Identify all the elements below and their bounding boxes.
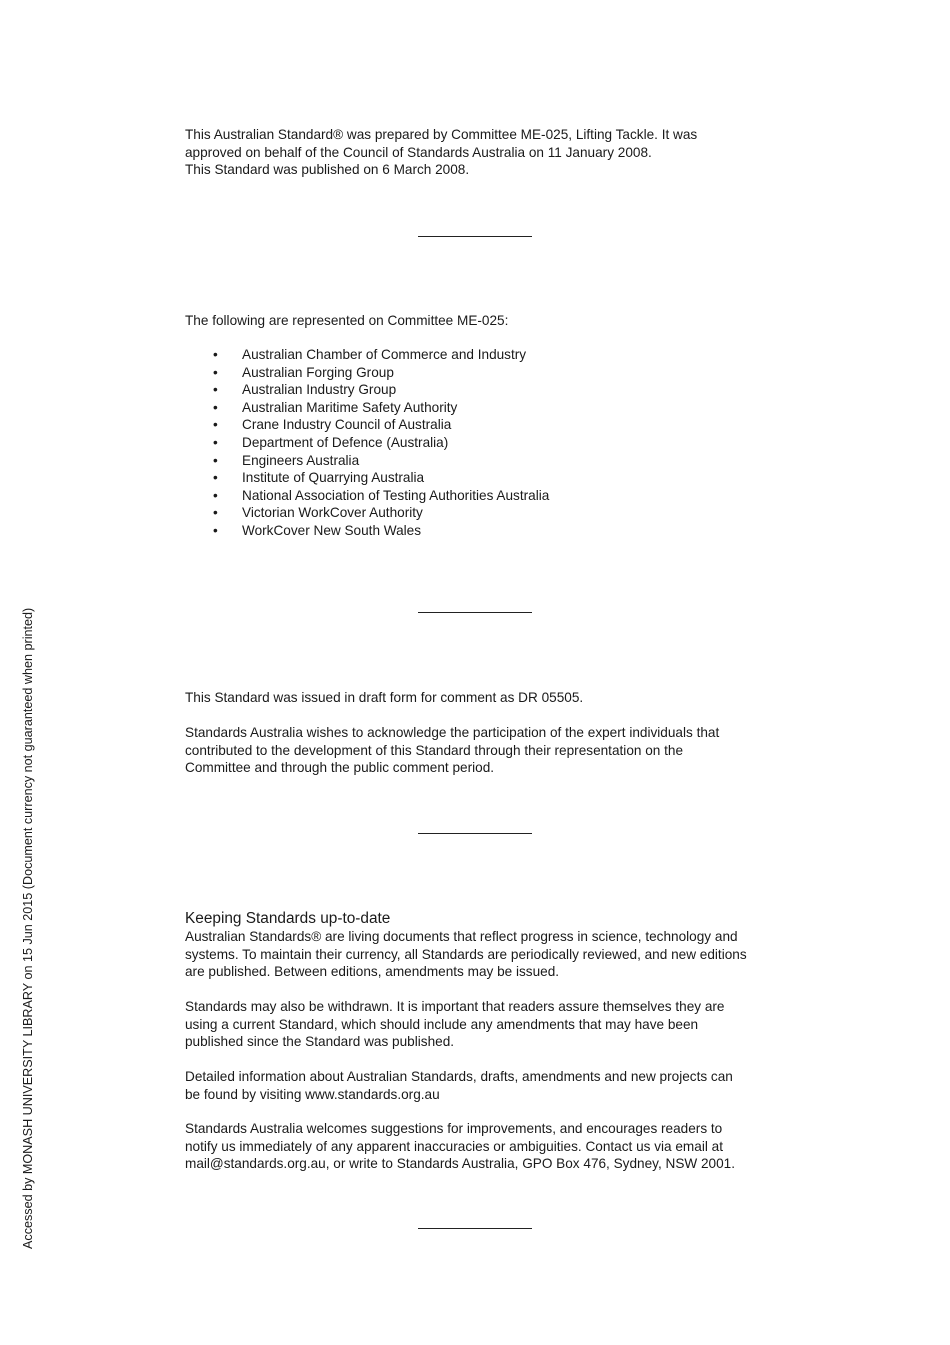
section-divider: [418, 833, 532, 834]
keeping-paragraph: [185, 1120, 775, 1173]
member-name: Australian Industry Group: [242, 382, 397, 398]
paragraph-line: systems. To maintain their currency, all Standards are periodically reviewed, and new editions: [185, 946, 747, 962]
list-item: [185, 452, 549, 470]
paragraph-line: published since the Standard was published.: [185, 1034, 455, 1050]
access-notice: Accessed by MONASH UNIVERSITY LIBRARY on 15 Jun 2015 (Document currency not guaranteed when printed): [21, 607, 35, 1249]
section-divider: [418, 236, 532, 237]
paragraph-line: Detailed information about Australian Standards, drafts, amendments and new projects can: [185, 1069, 733, 1084]
member-name: Department of Defence (Australia): [242, 434, 449, 450]
list-item: [185, 487, 549, 505]
approval-statement: [185, 126, 775, 179]
paragraph-line: Standards Australia welcomes suggestions for improvements, and encourages readers to: [185, 1121, 723, 1136]
keeping-paragraph: [185, 1068, 775, 1103]
list-item: [185, 381, 549, 399]
acknowledgement: [185, 724, 775, 777]
list-item: [185, 416, 549, 434]
member-name: Australian Maritime Safety Authority: [242, 399, 458, 415]
bullet-icon: •: [213, 382, 218, 398]
acknowledgement-line: Committee and through the public comment period.: [185, 760, 495, 776]
bullet-icon: •: [213, 470, 218, 486]
paragraph-line: notify us immediately of any apparent inaccuracies or ambiguities. Contact us via email at: [185, 1138, 723, 1154]
member-name: Engineers Australia: [242, 452, 360, 468]
acknowledgement-line: contributed to the development of this Standard through their representation on the: [185, 742, 684, 758]
member-name: Australian Chamber of Commerce and Industry: [242, 347, 527, 362]
committee-intro: [185, 312, 775, 330]
approval-line: This Standard was published on 6 March 2008.: [185, 162, 470, 178]
bullet-icon: •: [213, 364, 218, 380]
list-item: [185, 399, 549, 417]
committee-member-list: [185, 346, 549, 540]
list-item: [185, 434, 549, 452]
paragraph-line: be found by visiting www.standards.org.au: [185, 1086, 440, 1102]
bullet-icon: •: [213, 434, 218, 450]
keeping-paragraph: [185, 998, 775, 1051]
list-item: [185, 364, 549, 382]
member-name: WorkCover New South Wales: [242, 522, 422, 538]
bullet-icon: •: [213, 399, 218, 415]
member-name: National Association of Testing Authorities Australia: [242, 487, 550, 503]
paragraph-line: mail@standards.org.au, or write to Standards Australia, GPO Box 476, Sydney, NSW 2001.: [185, 1156, 736, 1172]
bullet-icon: •: [213, 522, 218, 538]
paragraph-line: Australian Standards® are living documents that reflect progress in science, technology and: [185, 929, 738, 944]
member-name: Institute of Quarrying Australia: [242, 470, 425, 486]
section-heading: Keeping Standards up-to-date: [185, 910, 391, 927]
draft-issued-text: This Standard was issued in draft form for comment as DR 05505.: [185, 690, 584, 705]
paragraph-line: are published. Between editions, amendments may be issued.: [185, 964, 560, 980]
bullet-icon: •: [213, 347, 218, 362]
approval-line: This Australian Standard® was prepared by Committee ME-025, Lifting Tackle. It was: [185, 127, 698, 142]
bullet-icon: •: [213, 417, 218, 433]
bullet-icon: •: [213, 505, 218, 521]
member-name: Australian Forging Group: [242, 364, 394, 380]
acknowledgement-line: Standards Australia wishes to acknowledge the participation of the expert individuals that: [185, 725, 720, 740]
paragraph-line: Standards may also be withdrawn. It is important that readers assure themselves they are: [185, 999, 725, 1014]
approval-line: approved on behalf of the Council of Standards Australia on 11 January 2008.: [185, 144, 652, 160]
list-item: [185, 522, 549, 540]
member-name: Crane Industry Council of Australia: [242, 417, 452, 433]
list-item: [185, 469, 549, 487]
draft-notice: [185, 689, 775, 707]
paragraph-line: using a current Standard, which should include any amendments that may have been: [185, 1016, 699, 1032]
section-divider: [418, 1228, 532, 1229]
bullet-icon: •: [213, 452, 218, 468]
list-item: [185, 504, 549, 522]
list-item: [185, 346, 549, 364]
section-divider: [418, 612, 532, 613]
committee-intro-text: The following are represented on Committee ME-025:: [185, 313, 509, 328]
bullet-icon: •: [213, 487, 218, 503]
member-name: Victorian WorkCover Authority: [242, 505, 423, 521]
keeping-paragraph: [185, 928, 775, 981]
